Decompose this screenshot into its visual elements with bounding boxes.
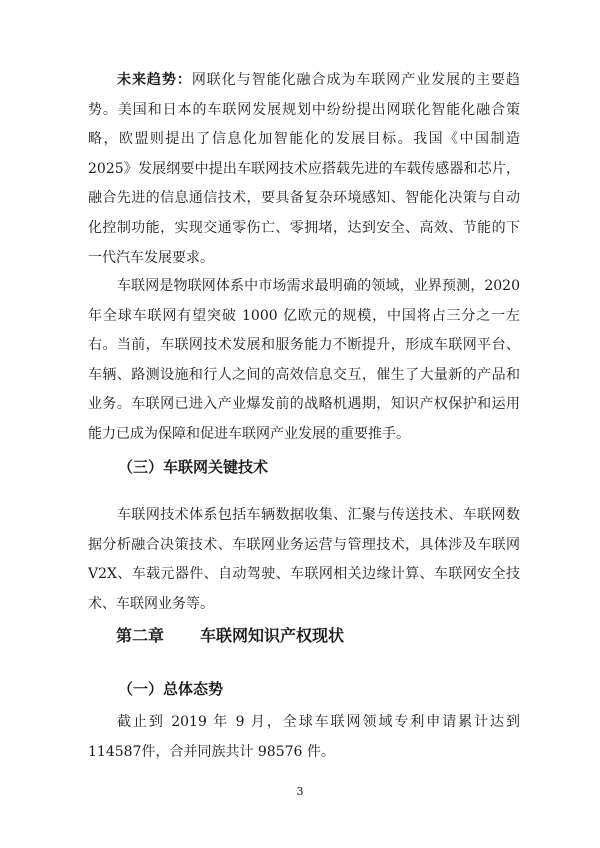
- future-trend-text: 网联化与智能化融合成为车联网产业发展的主要趋势。美国和日本的车联网发展规划中纷纷提出网联化智能化融合策略，欧盟则提出了信息化加智能化的发展目标。我国《中国制造 2025》发展纲要中提出车联网技术应搭载先进的车载传感器和芯片，融合先进的信息通信技术，要具备复杂环境感知、智能化决策与自动化控制功能，实现交通零伤亡、零拥堵，达到安全、高效、节能的下一代汽车发展要求。: [88, 72, 521, 266]
- chapter-title: 车联网知识产权现状: [200, 626, 345, 645]
- future-trend-paragraph: [88, 66, 520, 273]
- page-number: 3: [296, 785, 304, 798]
- chapter-number: 第二章: [116, 626, 165, 645]
- section-heading-overall: （一）总体态势: [118, 680, 224, 698]
- patent-stats-paragraph: 截止到 2019 年 9 月，全球车联网领域专利申请累计达到 114587件，合并同族共计 98576 件。: [88, 714, 520, 760]
- section-heading-key-tech: （三）车联网关键技术: [118, 458, 269, 476]
- future-trend-label: 未来趋势：: [117, 72, 192, 88]
- chapter-heading: [116, 623, 344, 646]
- market-paragraph: 车联网是物联网体系中市场需求最明确的领域，业界预测，2020年全球车联网有望突破 1000 亿欧元的规模，中国将占三分之一左右。当前，车联网技术发展和服务能力不断提升，形成车联网平台、车辆、路测设施和行人之间的高效信息交互，催生了大量新的产品和业务。车联网已进入产业爆发前的战略机遇期，知识产权保护和运用能力已成为保障和促进车联网产业发展的重要推手。: [88, 278, 520, 442]
- tech-system-paragraph: 车联网技术体系包括车辆数据收集、汇聚与传送技术、车联网数据分析融合决策技术、车联网业务运营与管理技术，具体涉及车联网V2X、车载元器件、自动驾驶、车联网相关边缘计算、车联网安全技术、车联网业务等。: [88, 507, 520, 612]
